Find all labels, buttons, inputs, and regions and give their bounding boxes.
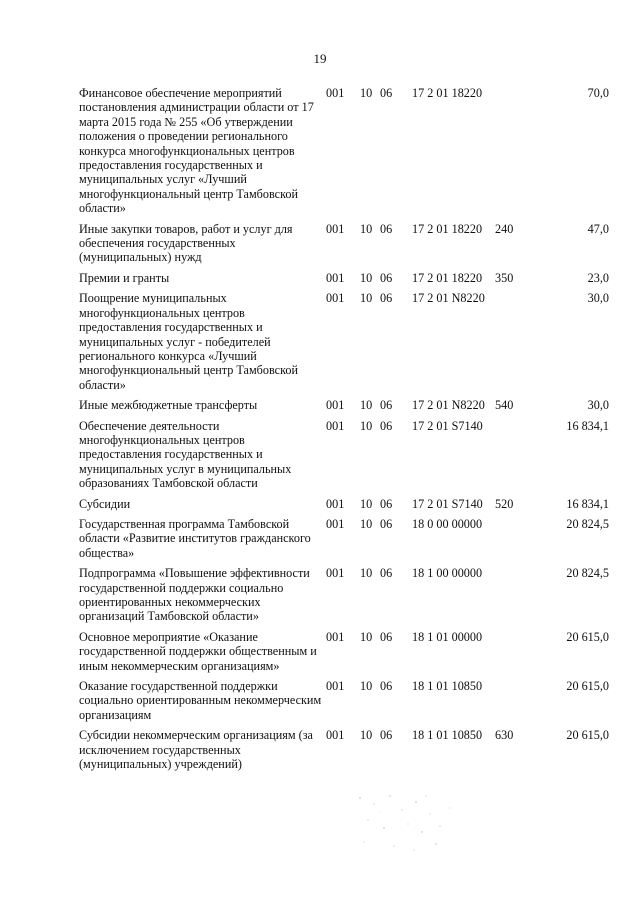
- subsection-code: 06: [380, 398, 393, 413]
- table-row: [79, 728, 609, 771]
- budget-table: [79, 86, 609, 777]
- section-code: 10: [360, 86, 373, 100]
- row-name: Субсидии некоммерческим организациям (за исключением государственных (муниципальных) учреждений): [79, 728, 313, 772]
- ved-code: 001: [326, 86, 345, 100]
- amount: 30,0: [587, 398, 609, 413]
- target-article-code: 18 0 00 00000: [412, 516, 483, 531]
- ved-code: 001: [326, 496, 345, 511]
- section-code: 10: [360, 728, 373, 743]
- target-article-code: 17 2 01 18220: [412, 270, 483, 285]
- section-code: 10: [360, 516, 373, 531]
- section-code: 10: [360, 418, 373, 433]
- amount: 20 615,0: [566, 728, 609, 743]
- table-row: [79, 566, 609, 624]
- table-row: [79, 630, 609, 673]
- amount: 23,0: [587, 270, 609, 285]
- section-code: 10: [360, 496, 373, 511]
- row-name: Основное мероприятие «Оказание государственной поддержки общественным и иным некоммерческим организациям»: [79, 629, 317, 673]
- subsection-code: 06: [380, 679, 393, 694]
- target-article-code: 17 2 01 18220: [412, 86, 483, 100]
- ved-code: 001: [326, 728, 345, 743]
- row-name: Финансовое обеспечение мероприятий постановления администрации области от 17 марта 2015 года № 255 «Об утверждении положения о проведении регионального конкурса многофункциональных центров предоставления государственных и муниципальных услуг «Лучший многофункциональный центр Тамбовской области»: [79, 86, 314, 216]
- target-article-code: 17 2 01 18220: [412, 221, 483, 236]
- target-article-code: 17 2 01 N8220: [412, 291, 485, 306]
- table-row: [79, 419, 609, 491]
- target-article-code: 17 2 01 S7140: [412, 496, 483, 511]
- subsection-code: 06: [380, 516, 393, 531]
- subsection-code: 06: [380, 270, 393, 285]
- section-code: 10: [360, 566, 373, 581]
- page-number: 19: [313, 51, 327, 66]
- subsection-code: 06: [380, 496, 393, 511]
- row-name: Поощрение муниципальных многофункциональных центров предоставления государственных и муниципальных услуг - победителей регионального конкурса «Лучший многофункциональный центр Тамбовской области»: [79, 291, 298, 392]
- ved-code: 001: [326, 566, 345, 581]
- amount: 20 615,0: [566, 679, 609, 694]
- subsection-code: 06: [380, 418, 393, 433]
- table-row: [79, 271, 609, 285]
- amount: 20 615,0: [566, 629, 609, 644]
- row-name: Обеспечение деятельности многофункциональных центров предоставления государственных и муниципальных услуг в муниципальных образованиях Тамбовской области: [79, 418, 292, 491]
- amount: 20 824,5: [566, 566, 609, 581]
- table-row: [79, 679, 609, 722]
- ved-code: 001: [326, 270, 345, 285]
- ved-code: 001: [326, 629, 345, 644]
- amount: 70,0: [587, 86, 609, 100]
- ved-code: 001: [326, 398, 345, 413]
- section-code: 10: [360, 291, 373, 306]
- section-code: 10: [360, 629, 373, 644]
- expense-type-code: 630: [495, 728, 514, 743]
- table-row: [79, 517, 609, 560]
- amount: 47,0: [587, 221, 609, 236]
- target-article-code: 18 1 00 00000: [412, 566, 483, 581]
- expense-type-code: 350: [495, 270, 514, 285]
- scan-artifact: [350, 790, 470, 860]
- table-row: [79, 86, 609, 216]
- expense-type-code: 240: [495, 221, 514, 236]
- section-code: 10: [360, 398, 373, 413]
- subsection-code: 06: [380, 291, 393, 306]
- amount: 16 834,1: [566, 418, 609, 433]
- subsection-code: 06: [380, 629, 393, 644]
- row-name: Субсидии: [79, 496, 131, 511]
- section-code: 10: [360, 679, 373, 694]
- expense-type-code: 540: [495, 398, 514, 413]
- row-name: Иные закупки товаров, работ и услуг для обеспечения государственных (муниципальных) нужд: [79, 221, 293, 265]
- subsection-code: 06: [380, 86, 393, 100]
- target-article-code: 18 1 01 10850: [412, 679, 483, 694]
- target-article-code: 17 2 01 N8220: [412, 398, 485, 413]
- row-name: Государственная программа Тамбовской области «Развитие институтов гражданского общества»: [79, 516, 311, 560]
- ved-code: 001: [326, 418, 345, 433]
- row-name: Подпрограмма «Повышение эффективности государственной поддержки социально ориентированных некоммерческих организаций Тамбовской области»: [79, 566, 310, 624]
- amount: 16 834,1: [566, 496, 609, 511]
- row-name: Иные межбюджетные трансферты: [79, 398, 258, 413]
- subsection-code: 06: [380, 566, 393, 581]
- ved-code: 001: [326, 679, 345, 694]
- target-article-code: 18 1 01 10850: [412, 728, 483, 743]
- section-code: 10: [360, 221, 373, 236]
- amount: 30,0: [587, 291, 609, 306]
- ved-code: 001: [326, 221, 345, 236]
- ved-code: 001: [326, 516, 345, 531]
- table-row: [79, 291, 609, 392]
- table-row: [79, 222, 609, 265]
- row-name: Премии и гранты: [79, 270, 170, 285]
- row-name: Оказание государственной поддержки социально ориентированным некоммерческим организациям: [79, 679, 322, 722]
- table-row: [79, 497, 609, 511]
- section-code: 10: [360, 270, 373, 285]
- amount: 20 824,5: [566, 516, 609, 531]
- ved-code: 001: [326, 291, 345, 306]
- subsection-code: 06: [380, 728, 393, 743]
- target-article-code: 17 2 01 S7140: [412, 418, 483, 433]
- target-article-code: 18 1 01 00000: [412, 629, 483, 644]
- expense-type-code: 520: [495, 496, 514, 511]
- subsection-code: 06: [380, 221, 393, 236]
- table-row: [79, 398, 609, 412]
